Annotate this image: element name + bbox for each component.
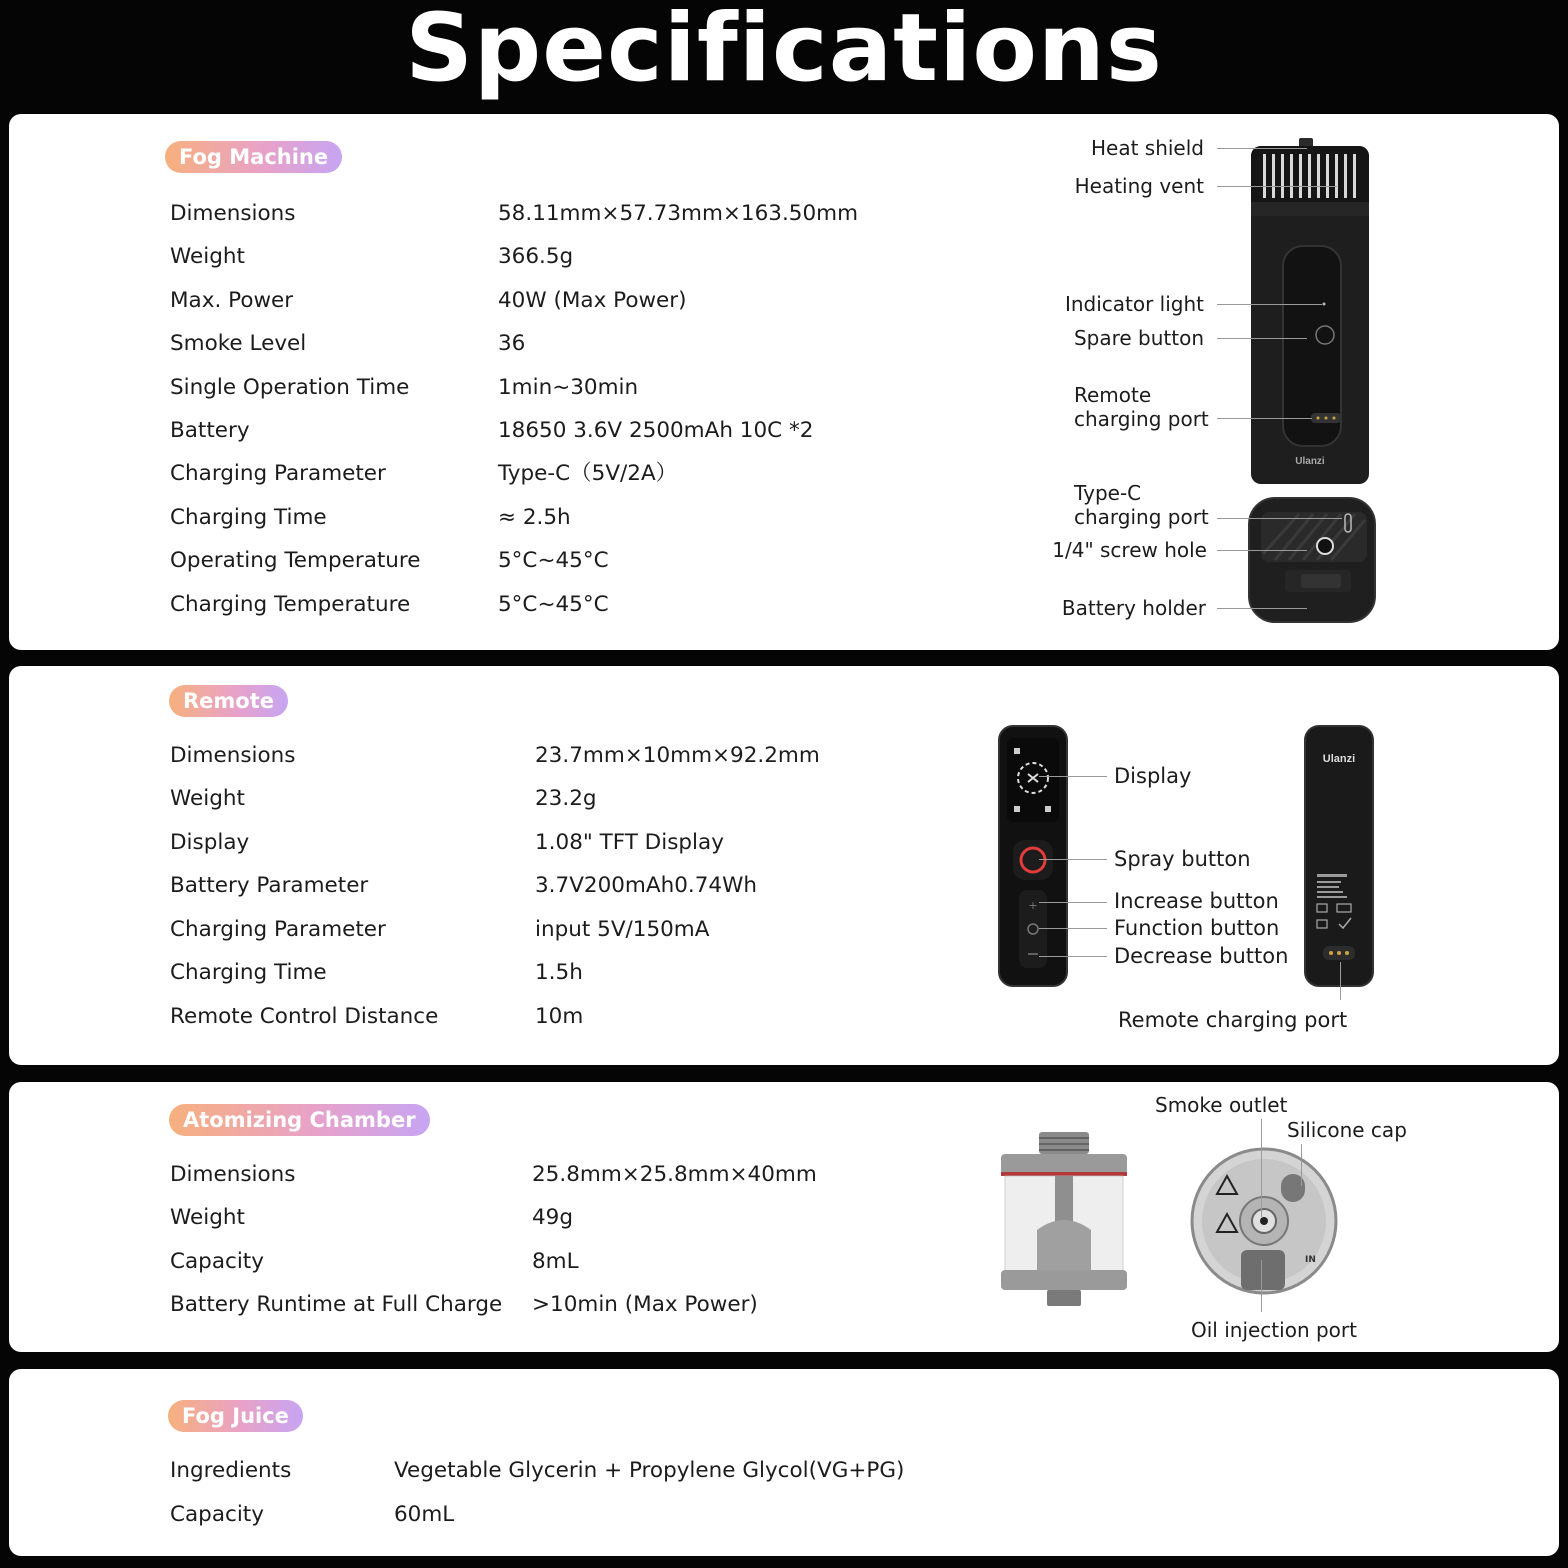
callout-function-button: Function button [1114,916,1280,940]
spec-value: >10min (Max Power) [532,1292,758,1317]
remote-card [9,666,1559,1065]
fog-machine-card [9,114,1559,650]
callout-screw-hole: 1/4" screw hole [1052,538,1207,562]
fog-juice-badge: Fog Juice [168,1400,303,1432]
atomizing-chamber-image [997,1130,1131,1310]
spec-value: 8mL [532,1249,579,1274]
spec-label: Display [170,830,250,855]
spec-value: 366.5g [498,244,574,269]
spec-value: 23.2g [535,786,597,811]
fog-machine-badge: Fog Machine [165,141,342,173]
remote-front-image [997,724,1071,990]
spec-value: 58.11mm×57.73mm×163.50mm [498,201,859,226]
leader-line [1039,859,1107,860]
spec-label: Smoke Level [170,331,307,356]
callout-spray-button: Spray button [1114,847,1251,871]
page-title: Specifications [405,0,1163,103]
callout-oil-injection-port: Oil injection port [1191,1318,1357,1342]
callout-heating-vent: Heating vent [1074,174,1204,198]
callout-heat-shield: Heat shield [1090,136,1204,160]
spec-label: Ingredients [170,1458,292,1483]
callout-silicone-cap: Silicone cap [1287,1118,1407,1142]
callout-typec-port-line2: charging port [1074,505,1209,529]
leader-line [1217,418,1312,419]
spec-label: Max. Power [170,288,294,313]
spec-label: Charging Parameter [170,461,386,486]
spec-value: 18650 3.6V 2500mAh 10C *2 [498,418,814,443]
spec-label: Battery Runtime at Full Charge [170,1292,503,1317]
remote-badge: Remote [169,685,288,717]
callout-indicator-light: Indicator light [1064,292,1204,316]
leader-line [1301,1144,1302,1186]
spec-value: 23.7mm×10mm×92.2mm [535,743,820,768]
leader-line [1217,304,1322,305]
atomizing-chamber-badge: Atomizing Chamber [169,1104,430,1136]
spec-value: 49g [532,1205,574,1230]
spec-label: Charging Parameter [170,917,386,942]
fog-juice-card [9,1369,1559,1556]
spec-label: Charging Time [170,505,327,530]
spec-value: 40W (Max Power) [498,288,687,313]
spec-value: Type-C（5V/2A） [498,461,678,486]
leader-line [1217,550,1307,551]
leader-line [1217,608,1307,609]
spec-label: Charging Time [170,960,327,985]
leader-line [1261,1260,1262,1312]
spec-value: 36 [498,331,526,356]
spec-label: Battery Parameter [170,873,369,898]
spec-value: 3.7V200mAh0.74Wh [535,873,757,898]
spec-label: Dimensions [170,201,296,226]
leader-line [1340,962,1341,1000]
spec-value: Vegetable Glycerin + Propylene Glycol(VG+PG) [394,1458,905,1483]
leader-line [1261,1119,1262,1217]
spec-value: 1min~30min [498,375,639,400]
spec-value: 1.5h [535,960,583,985]
spec-value: 5°C~45°C [498,548,609,573]
callout-typec-port-line1: Type-C [1074,481,1142,505]
spec-label: Dimensions [170,743,296,768]
silicone-cap-image [1189,1146,1339,1296]
callout-smoke-outlet: Smoke outlet [1155,1093,1288,1117]
callout-remote-charging-port-line1: Remote [1074,383,1152,407]
spec-label: Charging Temperature [170,592,411,617]
callout-battery-holder: Battery holder [1061,596,1206,620]
leader-line [1039,776,1107,777]
cap-mark: IN [1305,1255,1316,1265]
leader-line [1217,148,1307,149]
spec-label: Weight [170,244,245,269]
spec-label: Weight [170,786,245,811]
spec-value: 5°C~45°C [498,592,609,617]
spec-label: Weight [170,1205,245,1230]
spec-value: 10m [535,1004,584,1029]
callout-increase-button: Increase button [1114,889,1279,913]
spec-label: Capacity [170,1249,264,1274]
leader-line [1039,956,1107,957]
fog-machine-brand: Ulanzi [1295,456,1325,467]
leader-line [1039,928,1107,929]
atomizing-chamber-card [9,1082,1559,1352]
leader-line [1217,186,1337,187]
spec-label: Dimensions [170,1162,296,1187]
spec-value: ≈ 2.5h [498,505,571,530]
spec-value: 25.8mm×25.8mm×40mm [532,1162,817,1187]
spec-value: input 5V/150mA [535,917,710,942]
remote-back-image [1303,724,1379,990]
spec-label: Single Operation Time [170,375,410,400]
spec-label: Capacity [170,1502,264,1527]
spec-label: Remote Control Distance [170,1004,439,1029]
spec-label: Battery [170,418,250,443]
leader-line [1217,518,1342,519]
callout-spare-button: Spare button [1073,326,1204,350]
remote-brand: Ulanzi [1322,753,1356,765]
svg-text:+: + [1028,899,1038,912]
callout-remote-charging-port: Remote charging port [1118,1008,1348,1032]
spec-label: Operating Temperature [170,548,421,573]
leader-line [1217,338,1307,339]
callout-remote-charging-port-line2: charging port [1074,407,1209,431]
callout-decrease-button: Decrease button [1114,944,1289,968]
callout-display: Display [1114,764,1192,788]
leader-line [1039,902,1107,903]
spec-value: 1.08" TFT Display [535,830,724,855]
spec-value: 60mL [394,1502,455,1527]
